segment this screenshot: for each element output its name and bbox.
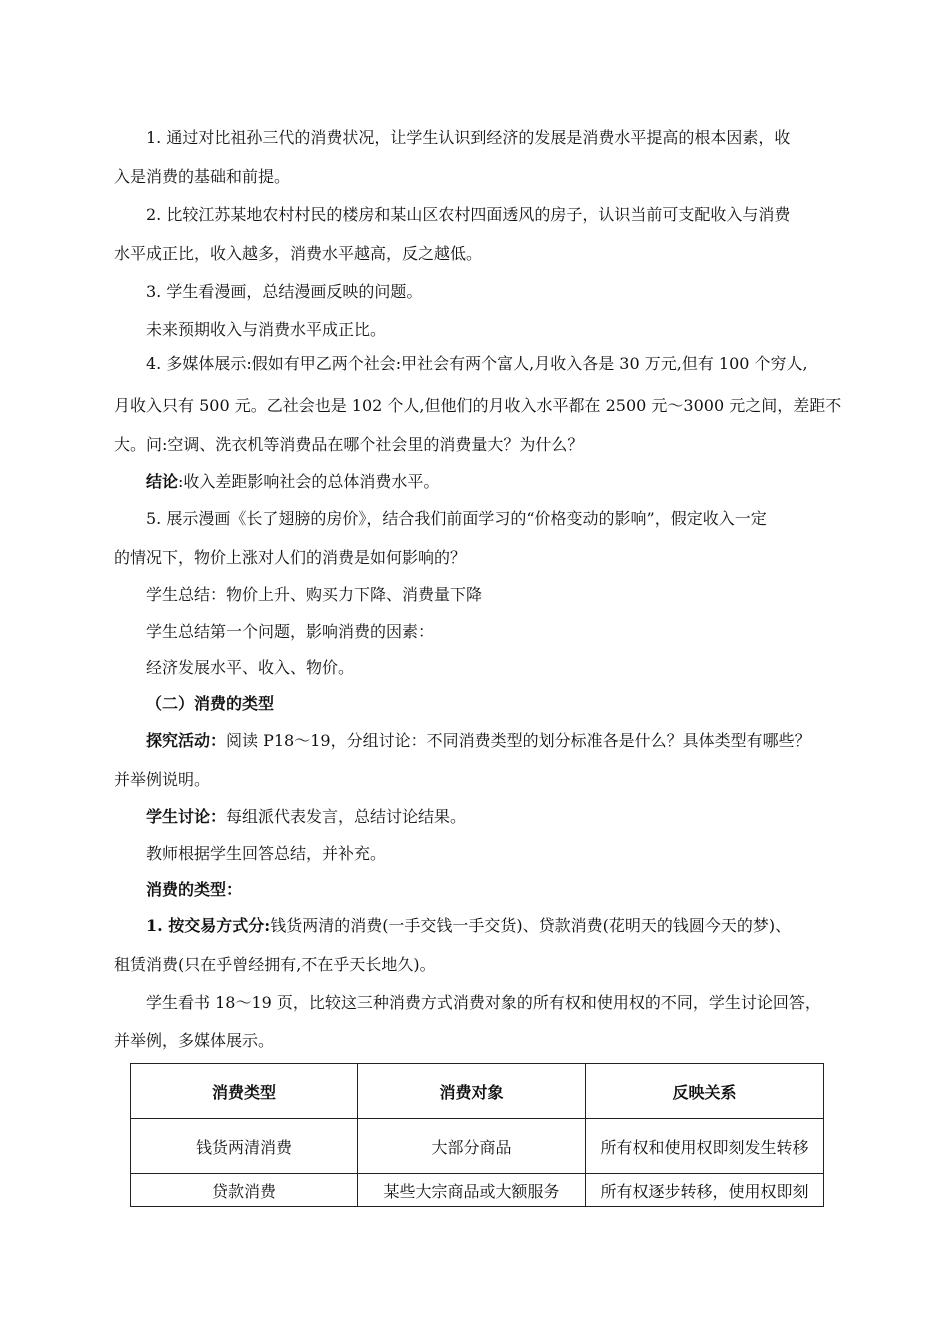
type-1-line <box>146 916 791 936</box>
explore-line-2: 并举例说明。 <box>114 770 211 789</box>
table-cell: 某些大宗商品或大额服务 <box>358 1174 586 1207</box>
paragraph-4-line-3: 大。问:空调、洗衣机等消费品在哪个社会里的消费量大？为什么？ <box>114 435 584 454</box>
table-header-cell: 反映关系 <box>586 1064 824 1119</box>
paragraph-4-line-2: 月收入只有 500 元。乙社会也是 102 个人,但他们的月收入水平都在 2500 元～3000 元之间，差距不 <box>114 396 842 415</box>
table-cell: 钱货两清消费 <box>131 1119 358 1174</box>
conclusion-label: 结论 <box>146 472 179 491</box>
explore-text: 阅读 P18～19，分组讨论：不同消费类型的划分标准各是什么？具体类型有哪些？ <box>226 731 811 750</box>
paragraph-1-line-1: 1. 通过对比祖孙三代的消费状况，让学生认识到经济的发展是消费水平提高的根本因素，收 <box>146 128 791 147</box>
teacher-line: 教师根据学生回答总结，并补充。 <box>146 844 387 863</box>
conclusion-text: :收入差距影响社会的总体消费水平。 <box>178 472 440 491</box>
student-summary-1: 学生总结：物价上升、购买力下降、消费量下降 <box>146 585 483 604</box>
reading-line-1: 学生看书 18～19 页，比较这三种消费方式消费对象的所有权和使用权的不同，学生讨论回答， <box>146 993 821 1012</box>
paragraph-4-line-1: 4. 多媒体展示:假如有甲乙两个社会:甲社会有两个富人,月收入各是 30 万元,但有 100 个穷人, <box>146 354 808 373</box>
factors-line: 经济发展水平、收入、物价。 <box>146 658 355 677</box>
conclusion-line <box>146 472 439 492</box>
paragraph-3b: 未来预期收入与消费水平成正比。 <box>146 320 387 339</box>
paragraph-1-line-2: 入是消费的基础和前提。 <box>114 167 291 186</box>
discuss-label: 学生讨论： <box>146 807 227 826</box>
consumption-types-table <box>130 1063 824 1207</box>
type-1-text: 钱货两清的消费(一手交钱一手交货)、贷款消费(花明天的钱圆今天的梦)、 <box>270 916 792 935</box>
explore-label: 探究活动： <box>146 731 227 750</box>
student-summary-2: 学生总结第一个问题，影响消费的因素： <box>146 622 435 641</box>
table-cell: 大部分商品 <box>358 1119 586 1174</box>
discuss-line <box>146 807 466 827</box>
paragraph-2-line-2: 水平成正比，收入越多，消费水平越高，反之越低。 <box>114 244 483 263</box>
explore-line <box>146 731 811 751</box>
type-1-label: 1. 按交易方式分: <box>146 916 271 935</box>
table-row <box>131 1174 824 1207</box>
table-header-row <box>131 1064 824 1119</box>
section-heading: （二）消费的类型 <box>146 694 275 713</box>
reading-line-2: 并举例，多媒体展示。 <box>114 1031 275 1050</box>
types-heading: 消费的类型： <box>146 880 243 899</box>
paragraph-3: 3. 学生看漫画，总结漫画反映的问题。 <box>146 282 423 301</box>
paragraph-5-line-2: 的情况下，物价上涨对人们的消费是如何影响的？ <box>114 548 467 567</box>
table-row <box>131 1119 824 1174</box>
table-cell: 所有权逐步转移，使用权即刻 <box>586 1174 824 1207</box>
paragraph-5-line-1: 5. 展示漫画《长了翅膀的房价》，结合我们前面学习的“价格变动的影响”，假定收入一定 <box>146 509 767 528</box>
table-header-cell: 消费对象 <box>358 1064 586 1119</box>
type-1-line-2: 租赁消费(只在乎曾经拥有,不在乎天长地久)。 <box>114 955 436 974</box>
table-cell: 所有权和使用权即刻发生转移 <box>586 1119 824 1174</box>
paragraph-2-line-1: 2. 比较江苏某地农村村民的楼房和某山区农村四面透风的房子，认识当前可支配收入与消费 <box>146 205 791 224</box>
table-cell: 贷款消费 <box>131 1174 358 1207</box>
table-header-cell: 消费类型 <box>131 1064 358 1119</box>
discuss-text: 每组派代表发言，总结讨论结果。 <box>226 807 467 826</box>
